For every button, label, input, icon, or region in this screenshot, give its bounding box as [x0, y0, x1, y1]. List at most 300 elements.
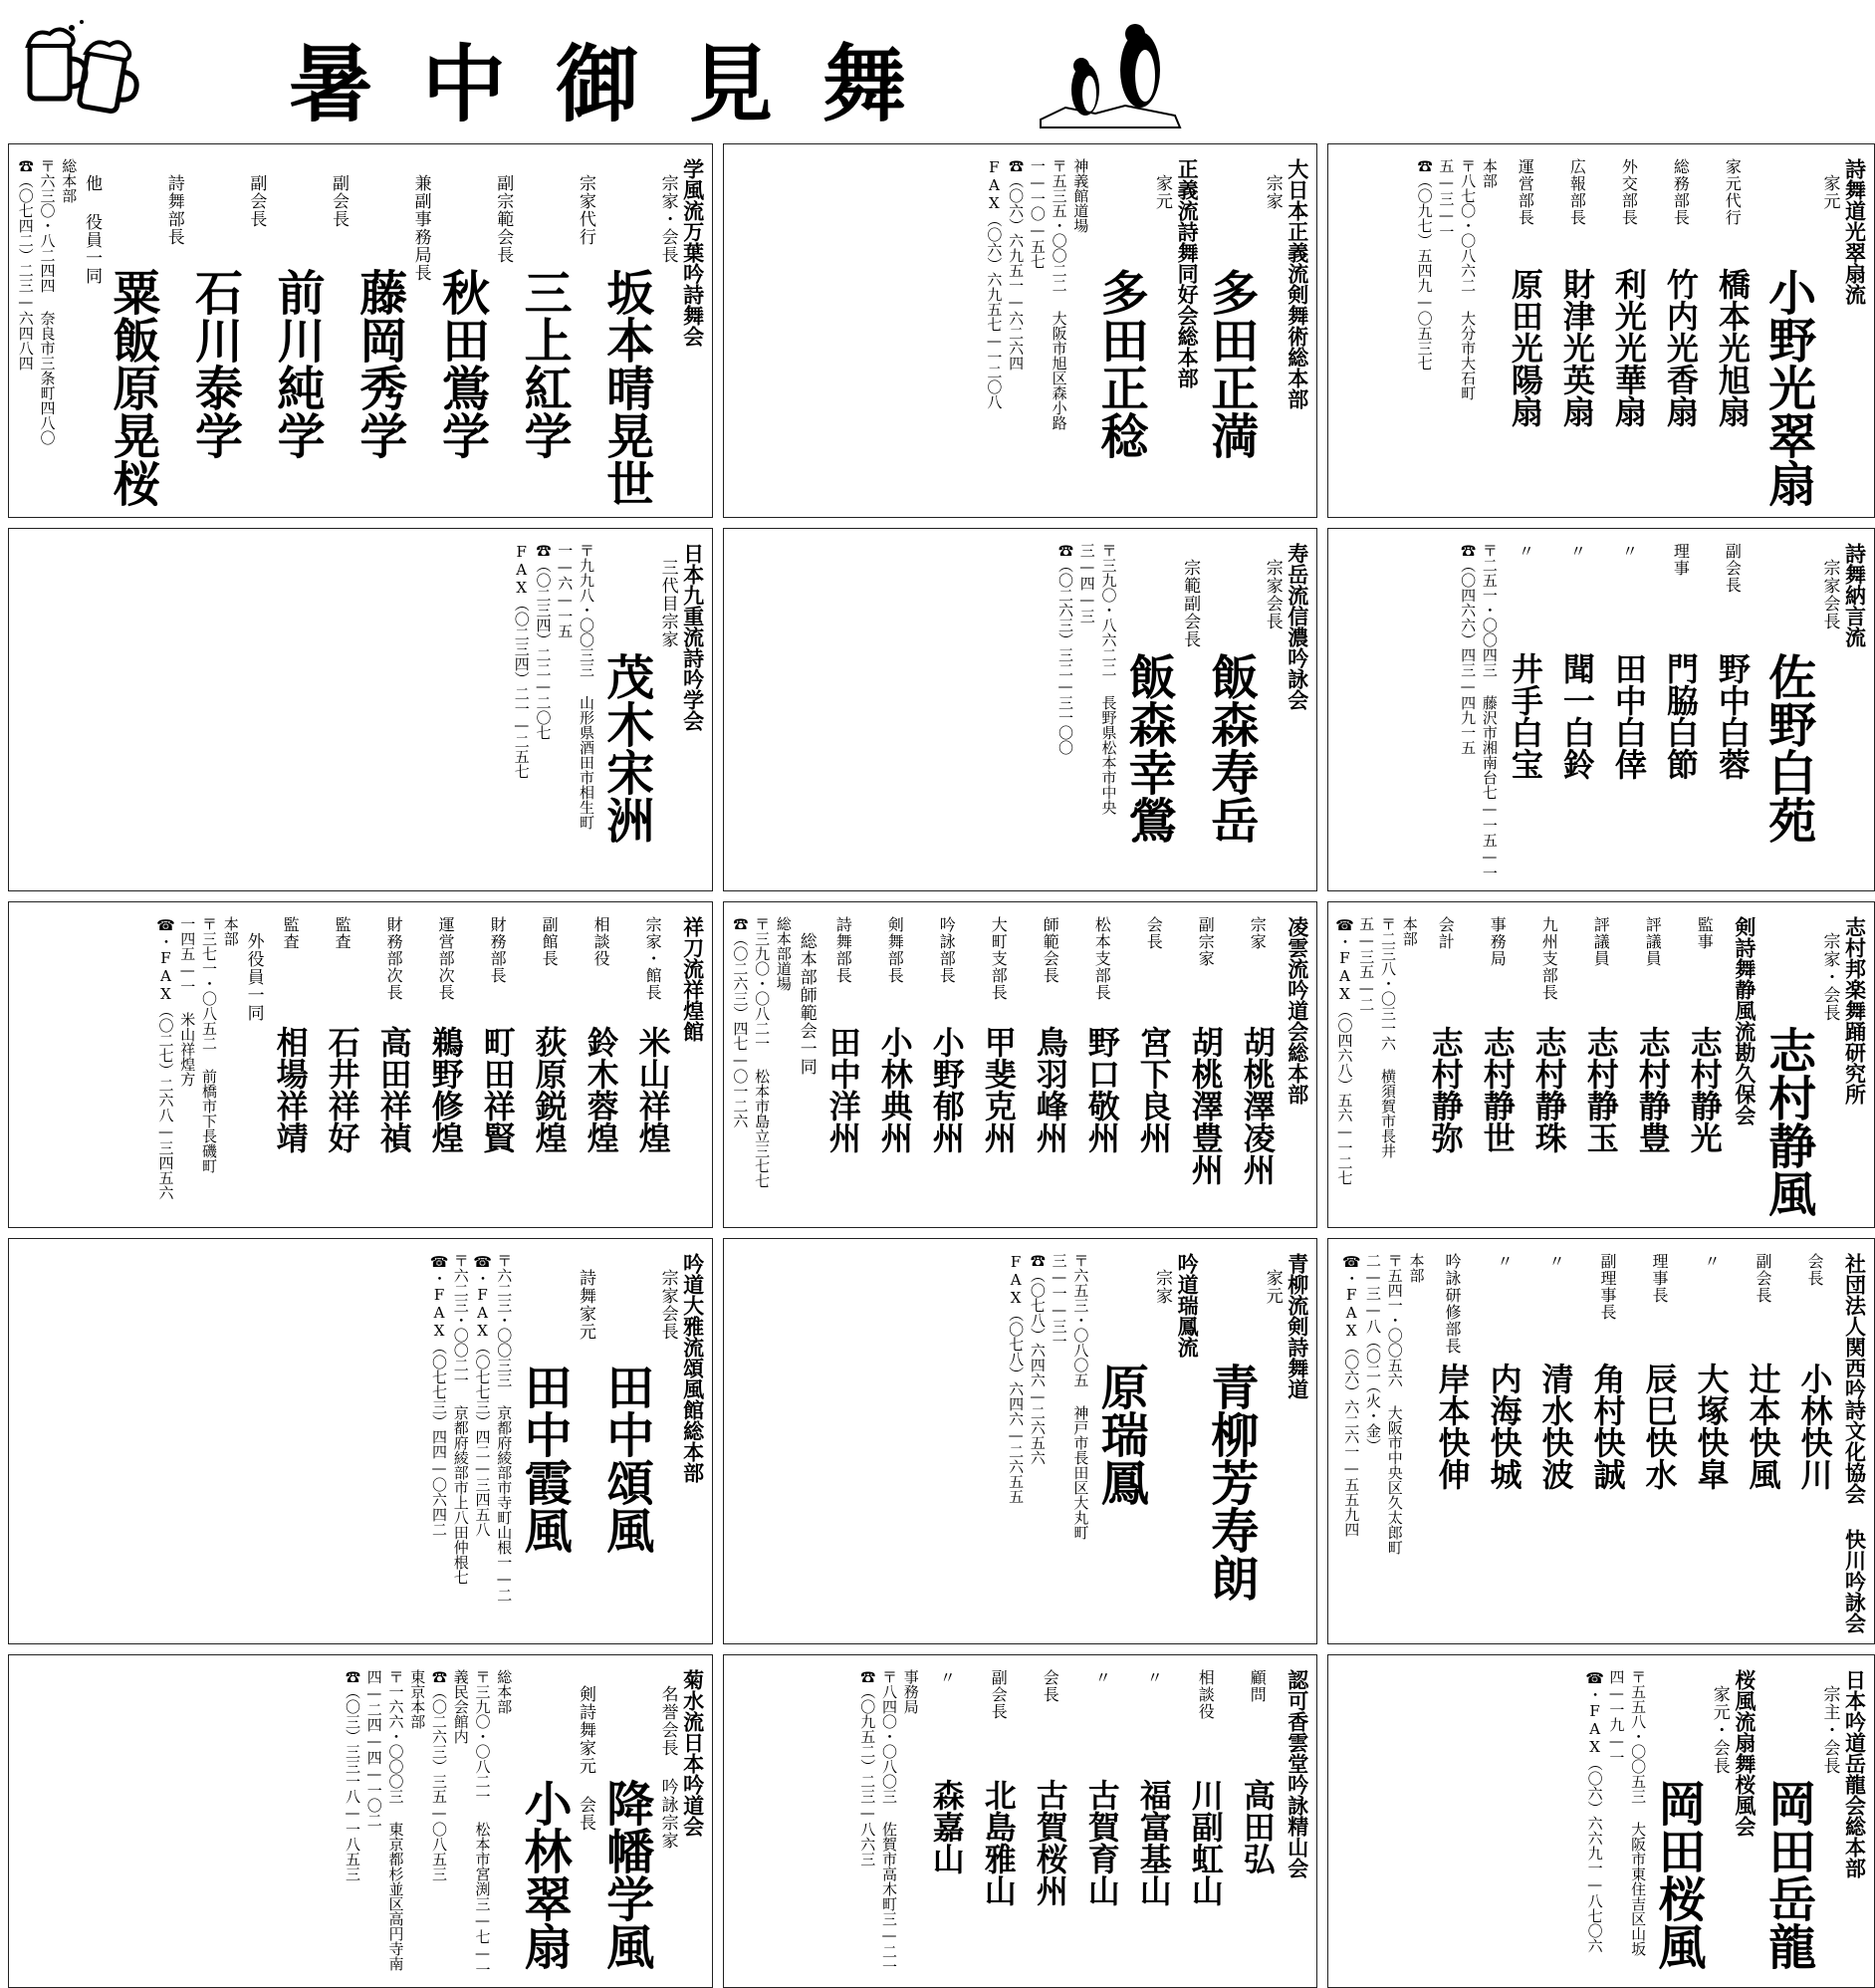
member-role: 家元: [1262, 1269, 1283, 1305]
member-entry: [1131, 916, 1177, 1185]
member-name: 内海快城: [1485, 1363, 1523, 1490]
member-name: 岡田岳龍: [1759, 1779, 1816, 1970]
greeting-card: [8, 1654, 713, 1988]
address-line: 一四五—一 米山祥煌方: [178, 916, 197, 1087]
member-role: 松本支部長: [1092, 916, 1112, 1001]
member-name: 財津光英扇: [1557, 268, 1596, 427]
member-name: 大塚快皐: [1692, 1363, 1731, 1490]
greeting-card: [723, 901, 1317, 1228]
member-name: 相場祥靖: [271, 1026, 310, 1153]
member-name: 古賀桜州: [1031, 1779, 1069, 1906]
greeting-card: [723, 1238, 1317, 1644]
members-table: [1423, 916, 1728, 1153]
address-line: 四—二四—四—一〇二: [364, 1669, 383, 1828]
address-line: ☎（〇四六六）四三—四九一五: [1459, 543, 1478, 755]
member-name: 鵜野修煌: [426, 1026, 465, 1153]
member-role: 〃: [1567, 543, 1587, 560]
address-line: FAX（〇二三四）二一—二五七: [512, 543, 531, 779]
address-line: ☎（〇二六三）三五—〇八五三: [430, 1669, 449, 1881]
member-name: 田中洋州: [823, 1026, 862, 1153]
greeting-card: [1327, 143, 1875, 518]
address-line: 〒三九〇・〇八二一 松本市島立三七七: [753, 916, 772, 1188]
address-line: 一—六—一五: [556, 543, 575, 638]
member-role: 大町支部長: [989, 916, 1009, 1001]
member-entry: [872, 916, 918, 1185]
member-entry: [1658, 158, 1704, 427]
member-role: 宗家: [1152, 1269, 1173, 1305]
member-name: 前川純学: [269, 268, 326, 459]
member-entry: [1584, 1253, 1630, 1490]
member-role: 評議員: [1643, 916, 1663, 967]
member-entry: [1235, 916, 1281, 1185]
organization-name-secondary: 剣詩舞静風流勘久保会: [1732, 916, 1758, 1125]
member-role: 吟詠研修部長: [1442, 1253, 1462, 1355]
greeting-card: [723, 143, 1317, 518]
address-line: 〒六三〇・八二四四 奈良市三条町四八〇: [38, 158, 57, 445]
title-char-1: 暑: [289, 34, 373, 133]
member-entry: [1554, 543, 1600, 780]
member-entry: [1481, 1253, 1526, 1490]
member-entry: [1682, 916, 1728, 1153]
address-line: 〒三九〇・〇八二一 松本市宮渕三—七—一: [473, 1669, 492, 1977]
address-line: FAX（〇六）六九五七—一二〇八: [985, 158, 1004, 409]
member-entry: [1710, 543, 1756, 780]
member-name: 町田祥賢: [478, 1026, 517, 1153]
member-role: 副会長: [989, 1669, 1009, 1720]
member-name: 志村静珠: [1529, 1026, 1568, 1153]
member-role: 事務局: [1488, 916, 1508, 967]
title-char-4: 見: [688, 34, 773, 133]
member-role: 剣詩舞家元 会長: [575, 1685, 595, 1832]
address-line: 本部: [1480, 158, 1499, 188]
member-role: 〃: [1516, 543, 1535, 560]
member-name: 飯森寿岳: [1202, 652, 1259, 844]
address-line: ☎（〇七四二）二三—六四八四: [16, 158, 35, 371]
header: [0, 0, 1195, 139]
member-name: 胡桃澤豊州: [1186, 1026, 1225, 1185]
organization-name: 学風流万葉吟詩舞会: [680, 158, 706, 347]
beer-mugs-icon: [10, 14, 159, 124]
member-name: 志村静玉: [1581, 1026, 1620, 1153]
member-entry: [1235, 1669, 1281, 1906]
member-role: 副会長: [1723, 543, 1743, 594]
member-role: 会長: [1041, 1669, 1060, 1703]
member-name: 野口敬州: [1082, 1026, 1121, 1153]
address-line: 本部: [1407, 1253, 1426, 1283]
member-name: 田中白倖: [1609, 652, 1648, 780]
member-role: 監事: [1695, 916, 1715, 950]
address-line: ☎（〇二三四）二二—二〇七: [534, 543, 553, 740]
member-entry: [1503, 543, 1548, 780]
member-entry: [1526, 916, 1572, 1153]
member-role: 理事長: [1649, 1253, 1669, 1304]
address-line: 〒八四〇・〇八〇三 佐賀市高木町三—二一: [879, 1669, 898, 1974]
member-role: 運営部長: [1516, 158, 1535, 226]
member-role: 会長: [1144, 916, 1164, 950]
greeting-card: [1327, 528, 1875, 891]
address-line: 総本部: [495, 1669, 514, 1714]
member-role: 会長: [1804, 1253, 1824, 1287]
member-role: 〃: [1701, 1253, 1721, 1270]
member-role: 〃: [1092, 1669, 1112, 1686]
member-role: 九州支部長: [1539, 916, 1559, 1001]
address-line: ☎（〇二六三）三二—三一〇〇: [1055, 543, 1074, 755]
member-name: 荻原鋭煌: [530, 1026, 569, 1153]
member-entry: [1028, 1669, 1073, 1906]
member-entry: [1079, 1669, 1125, 1906]
address-line: ☎（〇九七）五四九—〇五三七: [1415, 158, 1434, 371]
greeting-card: [8, 1238, 713, 1644]
member-entry: [976, 1669, 1022, 1906]
member-role: 三代目宗家: [657, 559, 678, 648]
member-entry: [1578, 916, 1624, 1153]
members-table: [1503, 543, 1756, 780]
organization-name: 志村邦楽舞踊研究所: [1842, 916, 1868, 1105]
member-name: 古賀育山: [1082, 1779, 1121, 1906]
address-line: ☎・FAX（〇七七三）四四—〇六四二: [430, 1253, 449, 1537]
organization-name: 日本吟道岳龍会総本部: [1842, 1669, 1868, 1878]
member-role: 副宗範会長: [493, 174, 514, 264]
member-role: 監査: [333, 916, 352, 950]
member-role: 宗家・会長: [657, 174, 678, 264]
address-line: 五—三五—二: [1357, 916, 1376, 1012]
page-title: [289, 28, 906, 133]
member-role: 宗家・会長: [1819, 932, 1840, 1022]
address-line: 本部: [221, 916, 240, 946]
member-name: 福富基山: [1134, 1779, 1173, 1906]
organization-name: 祥刀流祥煌館: [680, 916, 706, 1042]
member-entry: [1503, 158, 1548, 427]
member-role: 〃: [1494, 1253, 1514, 1270]
member-role: 副会長: [246, 174, 267, 228]
member-role: 副理事長: [1597, 1253, 1617, 1321]
address-line: 〒六二三・〇〇二一 京都府綾部市上八田仲根七: [451, 1253, 470, 1585]
member-role: 相談役: [591, 916, 611, 967]
member-role: 宗家: [1248, 916, 1268, 950]
member-name: 聞一白鈴: [1557, 652, 1596, 780]
closing-note: 総本部師範会一同: [796, 932, 817, 1076]
member-name: 田中霞風: [516, 1363, 573, 1554]
member-name: 小林典州: [875, 1026, 914, 1153]
member-name: 橋本光旭扇: [1713, 268, 1752, 427]
member-name: 小林翠扇: [516, 1779, 573, 1970]
member-entry: [320, 916, 365, 1153]
member-name: 鈴木蓉煌: [582, 1026, 620, 1153]
member-name: 志村静風: [1759, 1026, 1816, 1217]
members-table: [1503, 158, 1756, 427]
member-role: 会計: [1436, 916, 1456, 950]
greeting-card: [8, 528, 713, 891]
greeting-card: [8, 143, 713, 518]
address-line: 〒六二三・〇〇三三 京都府綾部市寺町山根一—二: [495, 1253, 514, 1603]
address-line: ☎（〇九五二）二三—八六三: [858, 1669, 877, 1866]
address-line: 事務局: [901, 1669, 920, 1714]
address-line: ☎・FAX（〇七七三）四二—三四五八: [473, 1253, 492, 1537]
address-line: 〒五三五・〇〇二二 大阪市旭区森小路: [1050, 158, 1068, 430]
address-line: ☎（〇七八）六四六—二六五六: [1028, 1253, 1047, 1465]
address-line: 〒五五八・〇〇五三 大阪市東住吉区山坂: [1629, 1669, 1648, 1956]
greeting-card: [1327, 1654, 1875, 1988]
member-role: 財務部次長: [384, 916, 404, 1001]
address-line: ☎（〇三）三三一八—一八五三: [344, 1669, 362, 1881]
address-line: 〒一六六・〇〇〇三 東京都杉並区高円寺南: [386, 1669, 405, 1971]
member-role: 兼副事務局長: [410, 174, 431, 282]
member-role: 宗家代行: [575, 174, 595, 246]
member-name: 多田正満: [1202, 268, 1259, 459]
address-line: ☎・FAX（〇六）六六九一—八七〇六: [1585, 1669, 1604, 1953]
member-entry: [1606, 158, 1652, 427]
greeting-card: [723, 1654, 1317, 1988]
address-line: ☎・FAX（〇四六八）五六—一二七: [1335, 916, 1354, 1185]
member-entry: [1658, 543, 1704, 780]
greeting-card: [1327, 901, 1875, 1228]
address-line: 〒二三八・〇三一六 横須賀市長井: [1379, 916, 1398, 1158]
member-role: 副館長: [540, 916, 560, 967]
member-name: 角村快誠: [1588, 1363, 1627, 1490]
member-entry: [1740, 1253, 1785, 1490]
member-role: 相談役: [1196, 1669, 1216, 1720]
address-line: 〒八七〇・〇八六二 大分市大石町: [1459, 158, 1478, 400]
member-name: 門脇白節: [1661, 652, 1700, 780]
member-role: 宗家・館長: [643, 916, 663, 1001]
member-name: 佐野白苑: [1759, 652, 1816, 844]
address-line: 四—一九—一: [1607, 1669, 1626, 1765]
member-name: 飯森幸鶯: [1120, 652, 1177, 844]
member-entry: [924, 916, 970, 1185]
address-line: 総本部: [60, 158, 79, 203]
title-char-2: 中: [421, 34, 506, 133]
address-line: 〒三九〇・八六二二 長野県松本市中央: [1099, 543, 1118, 815]
address-line: 義民会館内: [451, 1669, 470, 1744]
member-role: 吟詠部長: [937, 916, 957, 984]
member-name: 志村静豊: [1633, 1026, 1672, 1153]
member-role: 詩舞部長: [163, 174, 184, 246]
member-role: 家元代行: [1723, 158, 1743, 226]
member-role: 名誉会長 吟詠宗家: [657, 1685, 678, 1850]
member-role: 〃: [1144, 1669, 1164, 1686]
member-entry: [1475, 916, 1521, 1153]
member-name: 胡桃澤凌州: [1238, 1026, 1277, 1185]
member-entry: [579, 916, 624, 1153]
member-name: 宮下良州: [1134, 1026, 1173, 1153]
member-entry: [630, 916, 676, 1153]
address-line: 一—一〇—五七: [1028, 158, 1047, 269]
member-name: 粟飯原晃桜: [104, 268, 160, 507]
member-role: 広報部長: [1567, 158, 1587, 226]
member-entry: [1423, 916, 1469, 1153]
member-name: 井手白宝: [1506, 652, 1544, 780]
address-line: FAX（〇七八）六四六—二六五五: [1007, 1253, 1026, 1504]
member-name: 秋田鴬学: [433, 268, 490, 459]
greeting-card: [1327, 1238, 1875, 1644]
members-table: [268, 916, 676, 1153]
organization-name: 寿岳流信濃吟詠会: [1285, 543, 1310, 710]
member-name: 米山祥煌: [633, 1026, 672, 1153]
member-name: 辰巳快水: [1640, 1363, 1679, 1490]
member-name: 清水快波: [1536, 1363, 1575, 1490]
member-name: 鳥羽峰州: [1031, 1026, 1069, 1153]
organization-name-secondary: 正義流詩舞同好会総本部: [1175, 158, 1201, 388]
member-entry: [1710, 158, 1756, 427]
greeting-grid: [8, 143, 1868, 1977]
member-role: 顧問: [1248, 1669, 1268, 1703]
address-line: ☎・FAX（〇六）六二六一—五五九四: [1342, 1253, 1361, 1537]
member-name: 高田祥禎: [374, 1026, 413, 1153]
member-role: 副会長: [329, 174, 350, 228]
greeting-card: [723, 528, 1317, 891]
member-role: 家元: [1819, 174, 1840, 210]
member-role: 宗家会長: [1819, 559, 1840, 630]
address-line: 神義館道場: [1071, 158, 1090, 233]
organization-name-secondary: 桜風流扇舞桜風会: [1732, 1669, 1758, 1837]
member-role: 〃: [1545, 1253, 1565, 1270]
member-name: 志村静世: [1478, 1026, 1517, 1153]
title-char-5: 舞: [821, 34, 906, 133]
member-entry: [1688, 1253, 1734, 1490]
member-entry: [1636, 1253, 1682, 1490]
member-role: 総務部長: [1671, 158, 1691, 226]
member-name: 北島雅山: [979, 1779, 1018, 1906]
member-role: 〃: [1619, 543, 1639, 560]
member-role: 師範会長: [1041, 916, 1060, 984]
member-role: 家元: [1152, 174, 1173, 210]
member-role: 評議員: [1591, 916, 1611, 967]
member-entry: [1606, 543, 1652, 780]
closing-note: 外役員一同: [243, 932, 264, 1022]
member-name: 野中白蓉: [1713, 652, 1752, 780]
member-role: 理事: [1671, 543, 1691, 577]
member-entry: [475, 916, 521, 1153]
member-role: 家元・会長: [1709, 1685, 1730, 1775]
member-name: 坂本晴晃世: [597, 268, 654, 507]
organization-name: 詩舞道光翠扇流: [1842, 158, 1868, 305]
member-name: 竹内光香扇: [1661, 268, 1700, 427]
member-role: 監査: [281, 916, 301, 950]
member-name: 降幡学風: [597, 1779, 654, 1970]
member-entry: [268, 916, 314, 1153]
member-name: 原田光陽扇: [1506, 268, 1544, 427]
member-name: 川副虹山: [1186, 1779, 1225, 1906]
address-line: 〒五四一・〇〇五六 大阪市中央区久太郎町: [1385, 1253, 1404, 1555]
member-name: 小野光翠扇: [1759, 268, 1816, 507]
member-name: 岸本快伸: [1433, 1363, 1472, 1490]
member-entry: [1028, 916, 1073, 1185]
address-line: ☎（〇二六三）四七—〇一二六: [731, 916, 750, 1128]
organization-name: 大日本正義流剣舞術総本部: [1285, 158, 1310, 409]
member-name: 石川泰学: [186, 268, 243, 459]
member-name: 藤岡秀学: [351, 268, 407, 459]
members-table: [1429, 1253, 1837, 1490]
members-table: [924, 1669, 1281, 1906]
penguins-icon: [1036, 10, 1185, 129]
address-line: ☎（〇六）六九五一—六二六四: [1007, 158, 1026, 371]
closing-note: 他 役員一同: [82, 174, 103, 285]
member-role: 副宗家: [1196, 916, 1216, 967]
member-entry: [423, 916, 469, 1153]
member-role: 宗家会長: [657, 1269, 678, 1341]
member-name: 辻本快風: [1744, 1363, 1782, 1490]
organization-name: 吟道大雅流頌風館総本部: [680, 1253, 706, 1483]
member-role: 剣舞部長: [885, 916, 905, 984]
member-entry: [527, 916, 573, 1153]
member-name: 甲斐克州: [979, 1026, 1018, 1153]
member-name: 森嘉山: [927, 1779, 966, 1874]
member-name: 志村静弥: [1426, 1026, 1465, 1153]
member-role: 宗範副会長: [1180, 559, 1201, 648]
organization-name: 詩舞納言流: [1842, 543, 1868, 647]
greeting-card: [8, 901, 713, 1228]
title-char-3: 御: [555, 34, 639, 133]
member-entry: [1079, 916, 1125, 1185]
member-entry: [1791, 1253, 1837, 1490]
member-name: 三上紅学: [516, 268, 573, 459]
address-line: 東京本部: [408, 1669, 427, 1729]
member-role: 副会長: [1753, 1253, 1772, 1304]
member-entry: [1532, 1253, 1578, 1490]
address-line: 本部: [1400, 916, 1419, 946]
organization-name-secondary: 吟道瑞鳳流: [1175, 1253, 1201, 1358]
member-name: 多田正稔: [1092, 268, 1149, 459]
member-entry: [976, 916, 1022, 1185]
members-table: [820, 916, 1281, 1185]
member-entry: [1183, 916, 1229, 1185]
member-entry: [924, 1669, 970, 1906]
member-role: 宗家会長: [1262, 559, 1283, 630]
organization-name: 凌雲流吟道会総本部: [1285, 916, 1310, 1105]
member-role: 〃: [937, 1669, 957, 1686]
member-role: 宗家: [1262, 174, 1283, 210]
organization-name: 青柳流剣詩舞道: [1285, 1253, 1310, 1399]
address-line: 〒九九八・〇〇三三 山形県酒田市相生町: [577, 543, 595, 830]
member-role: 宗主・会長: [1819, 1685, 1840, 1775]
member-entry: [1630, 916, 1676, 1153]
organization-name: 日本九重流詩吟学会: [680, 543, 706, 731]
member-name: 茂木宋洲: [597, 652, 654, 844]
address-line: 三—一—三一: [1050, 1253, 1068, 1349]
address-line: 総本部道場: [774, 916, 793, 991]
address-line: 五—三—一: [1437, 158, 1456, 239]
address-line: 二—三—八（〇二（火・金）: [1363, 1253, 1382, 1453]
member-entry: [820, 916, 866, 1185]
address-line: ☎・FAX（〇二七）二六八—三四五六: [156, 916, 175, 1200]
member-name: 田中頌風: [597, 1363, 654, 1554]
address-line: 〒六五三・〇八〇五 神戸市長田区大丸町: [1071, 1253, 1090, 1540]
member-name: 高田弘: [1238, 1779, 1277, 1874]
member-name: 小林快川: [1795, 1363, 1834, 1490]
member-role: 財務部長: [488, 916, 508, 984]
member-entry: [1554, 158, 1600, 427]
member-name: 青柳芳寿朗: [1202, 1363, 1259, 1602]
address-line: 三—四—三: [1077, 543, 1096, 623]
member-entry: [1183, 1669, 1229, 1906]
member-name: 志村静光: [1685, 1026, 1724, 1153]
organization-name: 認可香雲堂吟詠精山会: [1285, 1669, 1310, 1878]
member-name: 原瑞鳳: [1092, 1363, 1149, 1506]
address-line: 〒二五一・〇〇四三 藤沢市湘南台七—一五—一: [1480, 543, 1499, 880]
member-name: 岡田桜風: [1649, 1779, 1706, 1970]
organization-name: 菊水流日本吟道会: [680, 1669, 706, 1837]
member-entry: [371, 916, 417, 1153]
member-entry: [1131, 1669, 1177, 1906]
organization-name: 社団法人関西吟詩文化協会 快川吟詠会: [1842, 1253, 1868, 1633]
member-role: 詩舞家元: [575, 1269, 595, 1341]
member-name: 小野郁州: [927, 1026, 966, 1153]
member-role: 詩舞部長: [833, 916, 853, 984]
address-line: 〒三七一・〇八五二 前橋市下長磯町: [199, 916, 218, 1173]
member-entry: [1429, 1253, 1475, 1490]
member-name: 石井祥好: [323, 1026, 361, 1153]
member-name: 利光光華扇: [1609, 268, 1648, 427]
